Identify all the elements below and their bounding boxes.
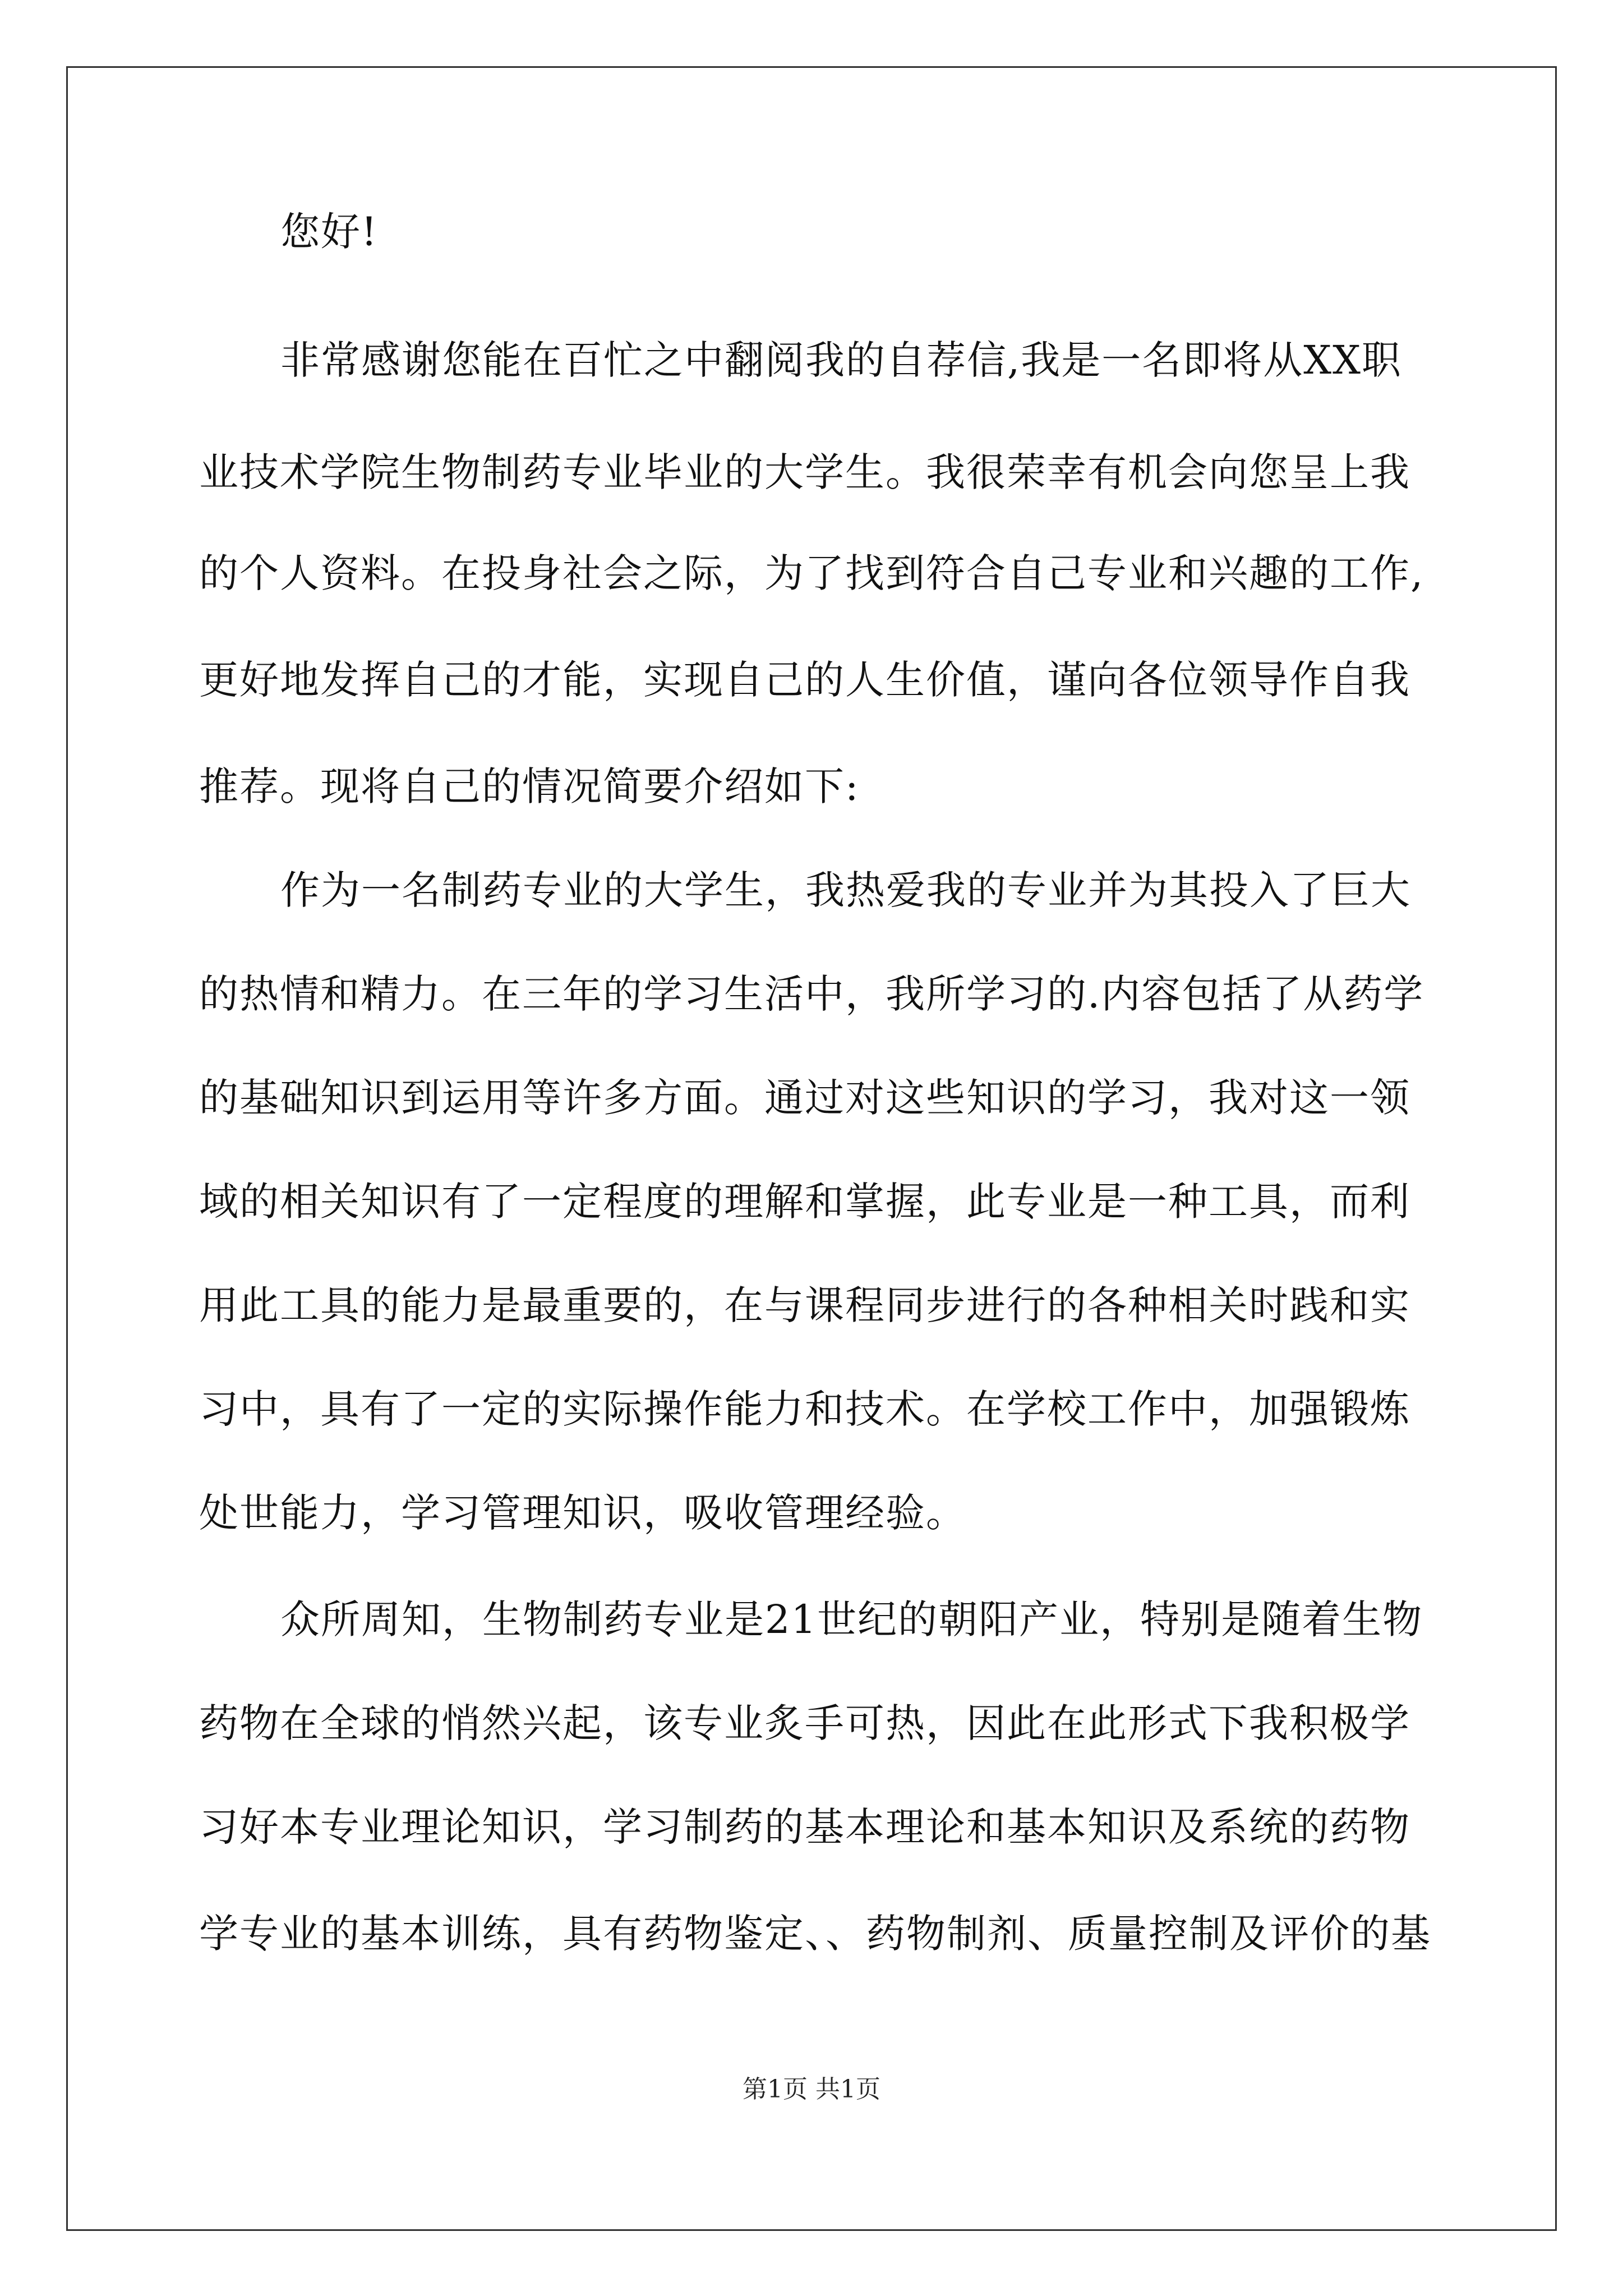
paragraph-1-line-1: 非常感谢您能在百忙之中翻阅我的自荐信,我是一名即将从XX职 — [280, 337, 1402, 383]
paragraph-2-line-3: 的基础知识到运用等许多方面。通过对这些知识的学习，我对这一领 — [199, 1075, 1410, 1121]
page-number-footer: 第1页 共1页 — [743, 2075, 880, 2104]
paragraph-2-line-5: 用此工具的能力是最重要的，在与课程同步进行的各种相关时践和实 — [199, 1282, 1410, 1328]
paragraph-1-line-3: 的个人资料。在投身社会之际，为了找到符合自己专业和兴趣的工作, — [199, 550, 1424, 596]
paragraph-2-line-7: 处世能力，学习管理知识，吸收管理经验。 — [199, 1490, 966, 1536]
paragraph-3-line-2: 药物在全球的悄然兴起，该专业炙手可热，因此在此形式下我积极学 — [199, 1700, 1410, 1746]
paragraph-1-line-2: 业技术学院生物制药专业毕业的大学生。我很荣幸有机会向您呈上我 — [199, 449, 1410, 495]
paragraph-3-line-1: 众所周知，生物制药专业是21世纪的朝阳产业，特别是随着生物 — [280, 1596, 1423, 1642]
paragraph-2-line-4: 域的相关知识有了一定程度的理解和掌握，此专业是一种工具，而利 — [199, 1179, 1410, 1225]
paragraph-3-line-4: 学专业的基本训练，具有药物鉴定、、药物制剂、质量控制及评价的基 — [199, 1911, 1431, 1957]
greeting: 您好! — [280, 209, 379, 255]
paragraph-1-line-5: 推荐。现将自己的情况简要介绍如下: — [199, 763, 860, 809]
paragraph-3-line-3: 习好本专业理论知识，学习制药的基本理论和基本知识及系统的药物 — [199, 1804, 1410, 1850]
paragraph-2-line-1: 作为一名制药专业的大学生，我热爱我的专业并为其投入了巨大 — [280, 867, 1411, 913]
paragraph-2-line-6: 习中，具有了一定的实际操作能力和技术。在学校工作中，加强锻炼 — [199, 1386, 1410, 1432]
paragraph-2-line-2: 的热情和精力。在三年的学习生活中，我所学习的.内容包括了从药学 — [199, 971, 1424, 1017]
paragraph-1-line-4: 更好地发挥自己的才能，实现自己的人生价值，谨向各位领导作自我 — [199, 657, 1410, 703]
